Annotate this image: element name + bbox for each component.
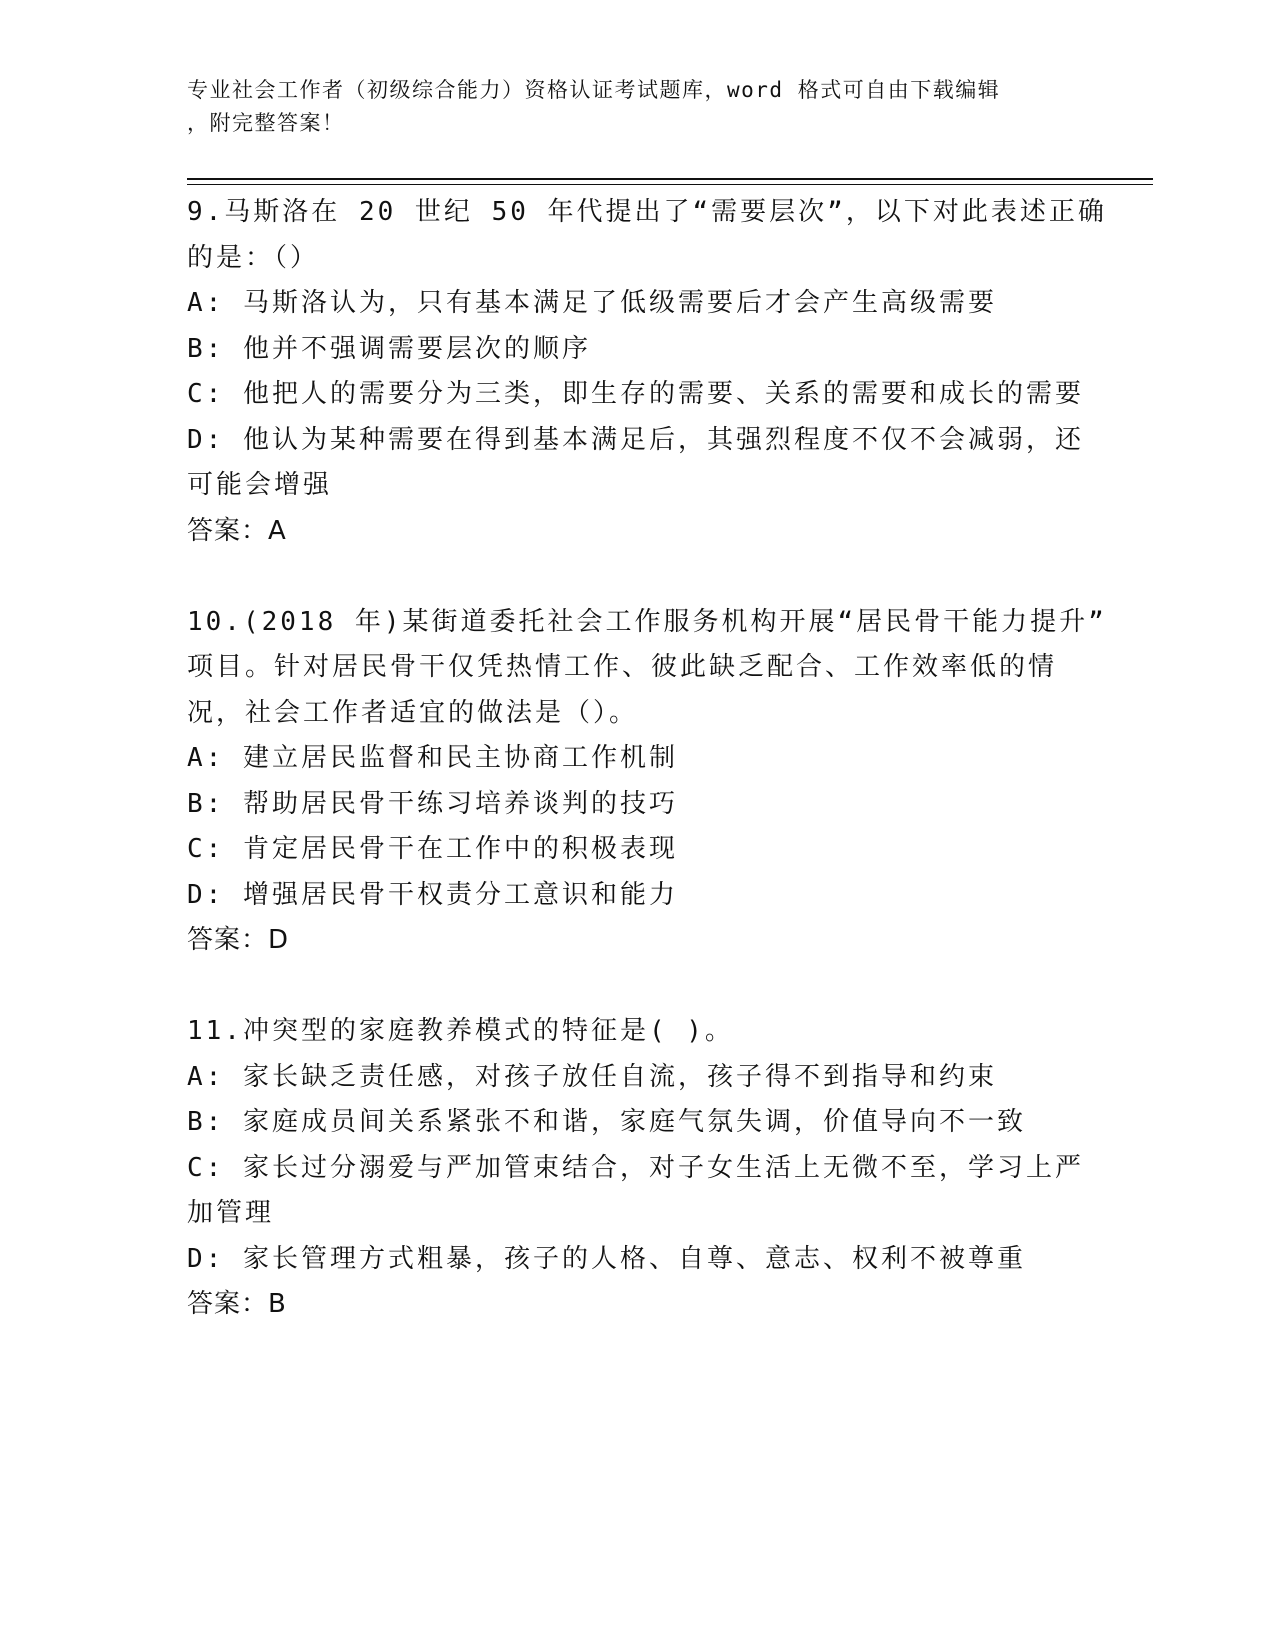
question-stem-line: 9.马斯洛在 20 世纪 50 年代提出了“需要层次”，以下对此表述正确 <box>187 197 1107 227</box>
option-b: B: 帮助居民骨干练习培养谈判的技巧 <box>187 788 678 819</box>
option-d: D: 他认为某种需要在得到基本满足后，其强烈程度不仅不会减弱，还 <box>187 424 1084 455</box>
question-list <box>187 190 1107 1373</box>
question-10 <box>187 600 1107 964</box>
option-c-continued: 加管理 <box>187 1198 275 1228</box>
option-a: A: 马斯洛认为，只有基本满足了低级需要后才会产生高级需要 <box>187 288 997 318</box>
question-stem-line: 项目。针对居民骨干仅凭热情工作、彼此缺乏配合、工作效率低的情 <box>187 652 1058 682</box>
question-stem-line: 的是：（） <box>187 242 320 273</box>
option-c: C: 肯定居民骨干在工作中的积极表现 <box>187 834 678 864</box>
header-rule-thin <box>187 184 1153 185</box>
option-d: D: 家长管理方式粗暴，孩子的人格、自尊、意志、权利不被尊重 <box>187 1243 1026 1274</box>
option-a: A: 家长缺乏责任感，对孩子放任自流，孩子得不到指导和约束 <box>187 1061 997 1092</box>
document-header <box>187 74 1067 140</box>
option-d: D: 增强居民骨干权责分工意识和能力 <box>187 879 678 910</box>
answer-label: 答案：B <box>187 1289 287 1319</box>
option-b: B: 他并不强调需要层次的顺序 <box>187 333 591 364</box>
answer-label: 答案：A <box>187 515 287 546</box>
option-a: A: 建立居民监督和民主协商工作机制 <box>187 743 678 773</box>
option-d-continued: 可能会增强 <box>187 470 333 500</box>
question-9 <box>187 190 1107 554</box>
question-stem-line: 10.(2018 年)某街道委托社会工作服务机构开展“居民骨干能力提升” <box>187 606 1107 637</box>
header-line-1: 专业社会工作者（初级综合能力）资格认证考试题库，word 格式可自由下载编辑 <box>187 78 1001 102</box>
question-stem-line: 11.冲突型的家庭教养模式的特征是( )。 <box>187 1016 734 1046</box>
option-b: B: 家庭成员间关系紧张不和谐，家庭气氛失调，价值导向不一致 <box>187 1107 1026 1137</box>
header-rule-thick <box>187 178 1153 180</box>
answer-label: 答案：D <box>187 925 290 955</box>
question-11 <box>187 1009 1087 1328</box>
option-c: C: 家长过分溺爱与严加管束结合，对子女生活上无微不至，学习上严 <box>187 1152 1084 1183</box>
question-stem-line: 况，社会工作者适宜的做法是（）。 <box>187 697 639 728</box>
header-line-2: ，附完整答案！ <box>187 111 345 135</box>
option-c: C: 他把人的需要分为三类，即生存的需要、关系的需要和成长的需要 <box>187 379 1084 409</box>
